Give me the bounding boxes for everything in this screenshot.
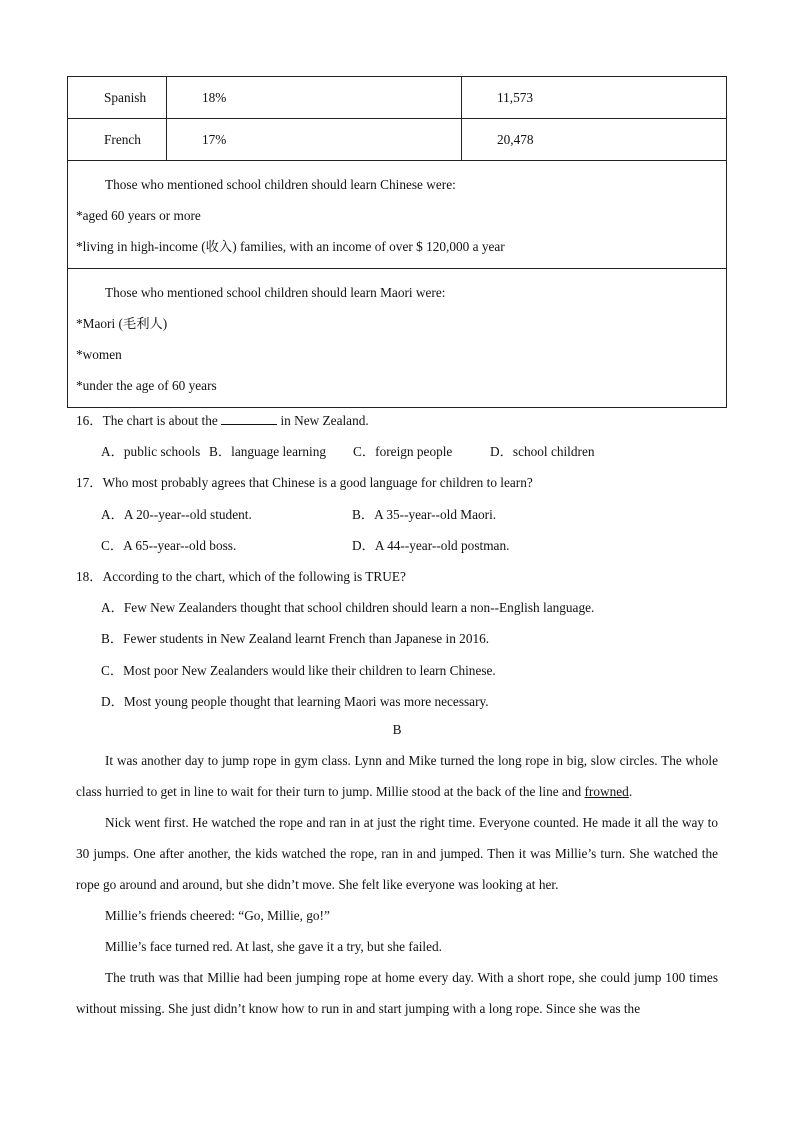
note-item: *aged 60 years or more xyxy=(76,208,201,223)
language-cell: Spanish xyxy=(68,77,167,118)
percent-cell: 18% xyxy=(167,77,462,118)
q16-option-b: B．language learning xyxy=(209,444,327,459)
paragraph: Millie’s friends cheered: “Go, Millie, go!” xyxy=(105,908,330,923)
note-heading: Those who mentioned school children should learn Chinese were: xyxy=(105,177,456,192)
passage-body xyxy=(76,745,718,1024)
q18-option-c: C．Most poor New Zealanders would like their children to learn Chinese. xyxy=(101,663,496,678)
question-16-stem xyxy=(76,410,369,429)
paragraph: The truth was that Millie had been jumping rope at home every day. With a short rope, she could jump 100 times without missing. She just didn’t know how to run in and start jumping with a long rope. Since she was the xyxy=(76,970,718,1016)
maori-note xyxy=(68,269,726,407)
q18-option-a: A．Few New Zealanders thought that school children should learn a non--English language. xyxy=(101,600,595,615)
count-cell: 11,573 xyxy=(497,90,534,105)
q17-option-c: C．A 65--year--old boss. xyxy=(101,538,237,553)
question-18-stem: 18．According to the chart, which of the following is TRUE? xyxy=(76,569,406,584)
q16-option-c: C．foreign people xyxy=(353,444,453,459)
q17-option-d: D．A 44--year--old postman. xyxy=(352,538,510,553)
note-item: *Maori (毛利人) xyxy=(76,316,168,331)
note-item: *women xyxy=(76,347,122,362)
table-row xyxy=(68,119,726,161)
question-17-stem: 17．Who most probably agrees that Chinese is a good language for children to learn? xyxy=(76,475,533,490)
q17-option-b: B．A 35--year--old Maori. xyxy=(352,507,497,522)
q16-option-a: A．public schools xyxy=(101,444,201,459)
answer-blank xyxy=(221,412,277,425)
table-row xyxy=(68,77,726,119)
percent-cell: 17% xyxy=(167,119,462,160)
stem-text: 16．The chart is about the xyxy=(76,413,222,428)
q16-option-d: D．school children xyxy=(490,444,595,459)
paragraph: Millie’s face turned red. At last, she gave it a try, but she failed. xyxy=(105,939,442,954)
q18-option-b: B．Fewer students in New Zealand learnt French than Japanese in 2016. xyxy=(101,631,490,646)
paragraph: Nick went first. He watched the rope and ran in at just the right time. Everyone counted. He made it all the way to 30 jumps. One after another, the kids watched the rope, ran in and jumped. Then it was Millie’s turn. She watched the rope go around and around, but she didn’t move. She felt like everyone was looking at her. xyxy=(76,815,718,892)
note-item: *living in high-income (收入) families, with an income of over $ 120,000 a year xyxy=(76,239,505,254)
survey-table xyxy=(67,76,727,408)
paragraph: It was another day to jump rope in gym class. Lynn and Mike turned the long rope in big, slow circles. The whole class hurried to get in line to wait for their turn to jump. Millie stood at the back of the line and frowned. xyxy=(76,753,718,799)
note-heading: Those who mentioned school children should learn Maori were: xyxy=(105,285,446,300)
chinese-note xyxy=(68,161,726,269)
language-cell: French xyxy=(68,119,167,160)
count-cell: 20,478 xyxy=(497,132,534,147)
q17-option-a: A．A 20--year--old student. xyxy=(101,507,252,522)
underlined-word: frowned xyxy=(584,784,629,799)
note-item: *under the age of 60 years xyxy=(76,378,217,393)
stem-text: in New Zealand. xyxy=(277,413,369,428)
section-heading: B xyxy=(392,722,402,737)
q18-option-d: D．Most young people thought that learning Maori was more necessary. xyxy=(101,694,489,709)
